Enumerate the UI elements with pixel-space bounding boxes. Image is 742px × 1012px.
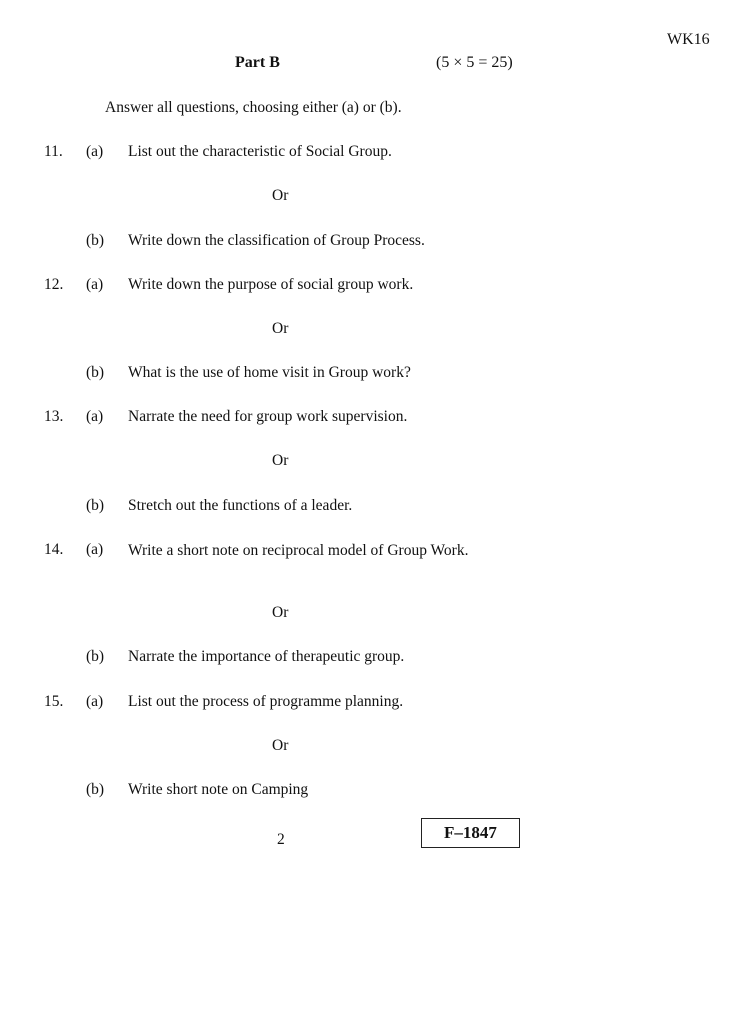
question-number: 14. bbox=[44, 541, 64, 558]
option-b-label: (b) bbox=[86, 648, 105, 665]
option-b-label: (b) bbox=[86, 232, 105, 249]
question-number: 12. bbox=[44, 276, 64, 293]
option-b-text: Write down the classification of Group Process. bbox=[128, 232, 425, 249]
option-b-label: (b) bbox=[86, 364, 105, 381]
paper-code: WK16 bbox=[667, 31, 710, 48]
or-separator: Or bbox=[272, 187, 289, 204]
option-b-label: (b) bbox=[86, 497, 105, 514]
option-a-label: (a) bbox=[86, 408, 104, 425]
option-a-text: Write down the purpose of social group work. bbox=[128, 276, 414, 293]
option-a-text: List out the characteristic of Social Group. bbox=[128, 143, 392, 160]
option-b-text: Stretch out the functions of a leader. bbox=[128, 497, 353, 514]
question-number: 13. bbox=[44, 408, 64, 425]
option-b-text: Write short note on Camping bbox=[128, 781, 309, 798]
option-a-text: Write a short note on reciprocal model of Group Work. bbox=[128, 542, 469, 559]
or-separator: Or bbox=[272, 737, 289, 754]
option-a-label: (a) bbox=[86, 693, 104, 710]
instruction-text: Answer all questions, choosing either (a) or (b). bbox=[105, 99, 402, 116]
or-separator: Or bbox=[272, 320, 289, 337]
option-b-label: (b) bbox=[86, 781, 105, 798]
question-number: 15. bbox=[44, 693, 64, 710]
part-title: Part B bbox=[235, 54, 280, 71]
or-separator: Or bbox=[272, 452, 289, 469]
option-a-label: (a) bbox=[86, 276, 104, 293]
option-b-text: What is the use of home visit in Group work? bbox=[128, 364, 411, 381]
question-number: 11. bbox=[44, 143, 63, 160]
option-a-text: List out the process of programme planning. bbox=[128, 693, 404, 710]
marks-allocation: (5 × 5 = 25) bbox=[436, 54, 513, 71]
form-code-box: F–1847 bbox=[421, 818, 520, 848]
option-a-label: (a) bbox=[86, 143, 104, 160]
or-separator: Or bbox=[272, 604, 289, 621]
option-a-label: (a) bbox=[86, 541, 104, 558]
option-b-text: Narrate the importance of therapeutic group. bbox=[128, 648, 405, 665]
page-number: 2 bbox=[277, 831, 285, 848]
option-a-text: Narrate the need for group work supervision. bbox=[128, 408, 408, 425]
